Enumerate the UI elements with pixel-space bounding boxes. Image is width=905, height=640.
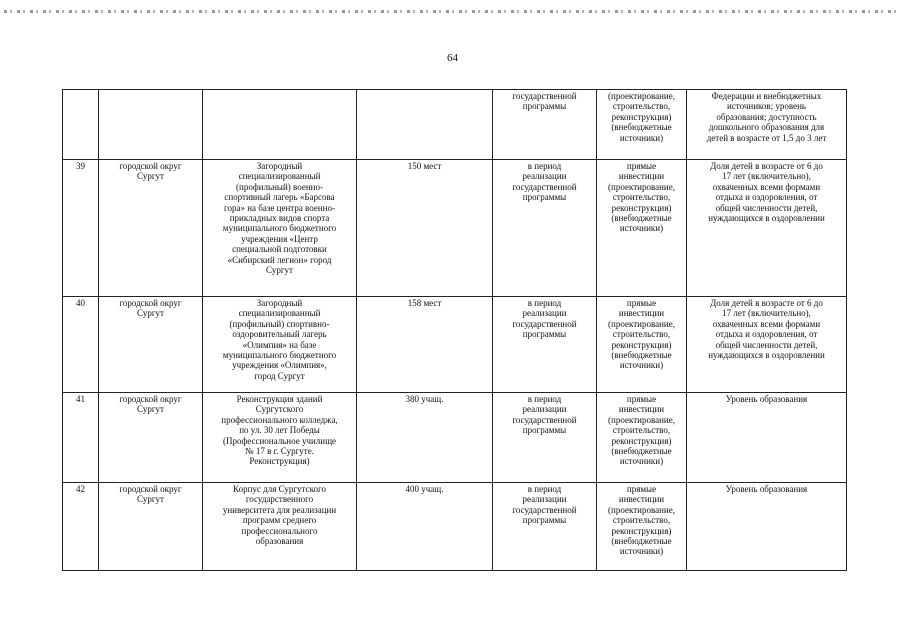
row-number-cell: 42 <box>63 483 99 571</box>
object-name-cell: Загородный специализированный (профильный) спортивно- оздоровительный лагерь «Олимпия» на базе муниципального бюджетного учреждения «Олимпия», город Сургут <box>203 297 357 393</box>
funding-source-cell: прямые инвестиции (проектирование, строительство, реконструкция) (внебюджетные источники) <box>597 297 687 393</box>
territory-cell: городской округ Сургут <box>99 160 203 297</box>
document-table <box>62 89 847 571</box>
indicator-cell: Федерации и внебюджетных источников; уровень образования; доступность дошкольного образования для детей в возрасте от 1,5 до 3 лет <box>687 90 847 160</box>
capacity-cell: 158 мест <box>357 297 493 393</box>
period-cell: в период реализации государственной программы <box>493 297 597 393</box>
row-number-cell: 39 <box>63 160 99 297</box>
row-number-cell: 41 <box>63 393 99 483</box>
capacity-cell: 150 мест <box>357 160 493 297</box>
table-row <box>63 297 847 393</box>
territory-cell: городской округ Сургут <box>99 393 203 483</box>
funding-source-cell: прямые инвестиции (проектирование, строительство, реконструкция) (внебюджетные источники) <box>597 483 687 571</box>
row-number-cell: 40 <box>63 297 99 393</box>
funding-source-cell: (проектирование, строительство, реконструкция) (внебюджетные источники) <box>597 90 687 160</box>
row-number-cell <box>63 90 99 160</box>
indicator-cell: Уровень образования <box>687 483 847 571</box>
period-cell: в период реализации государственной программы <box>493 393 597 483</box>
page-number: 64 <box>447 52 458 64</box>
object-name-cell: Реконструкция зданий Сургутского профессионального колледжа, по ул. 30 лет Победы (Профессиональное училище № 17 в г. Сургуте. Реконструкция) <box>203 393 357 483</box>
table-row <box>63 90 847 160</box>
funding-source-cell: прямые инвестиции (проектирование, строительство, реконструкция) (внебюджетные источники) <box>597 160 687 297</box>
period-cell: в период реализации государственной программы <box>493 160 597 297</box>
indicator-cell: Доля детей в возрасте от 6 до 17 лет (включительно), охваченных всеми формами отдыха и оздоровления, от общей численности детей, нуждающихся в оздоровлении <box>687 160 847 297</box>
capacity-cell: 400 учащ. <box>357 483 493 571</box>
table-row <box>63 483 847 571</box>
period-cell: государственной программы <box>493 90 597 160</box>
territory-cell: городской округ Сургут <box>99 483 203 571</box>
object-name-cell <box>203 90 357 160</box>
table-row <box>63 160 847 297</box>
indicator-cell: Уровень образования <box>687 393 847 483</box>
scan-artifact-line <box>4 10 897 13</box>
territory-cell: городской округ Сургут <box>99 297 203 393</box>
period-cell: в период реализации государственной программы <box>493 483 597 571</box>
indicator-cell: Доля детей в возрасте от 6 до 17 лет (включительно), охваченных всеми формами отдыха и оздоровления, от общей численности детей, нуждающихся в оздоровлении <box>687 297 847 393</box>
territory-cell <box>99 90 203 160</box>
capacity-cell: 380 учащ. <box>357 393 493 483</box>
capacity-cell <box>357 90 493 160</box>
funding-source-cell: прямые инвестиции (проектирование, строительство, реконструкция) (внебюджетные источники) <box>597 393 687 483</box>
table-row <box>63 393 847 483</box>
object-name-cell: Загородный специализированный (профильный) военно- спортивный лагерь «Барсова гора» на базе центра военно- прикладных видов спорта муниципального бюджетного учреждения «Центр специальной подготовки «Сибирский легион» город Сургут <box>203 160 357 297</box>
object-name-cell: Корпус для Сургутского государственного университета для реализации программ среднего профессионального образования <box>203 483 357 571</box>
